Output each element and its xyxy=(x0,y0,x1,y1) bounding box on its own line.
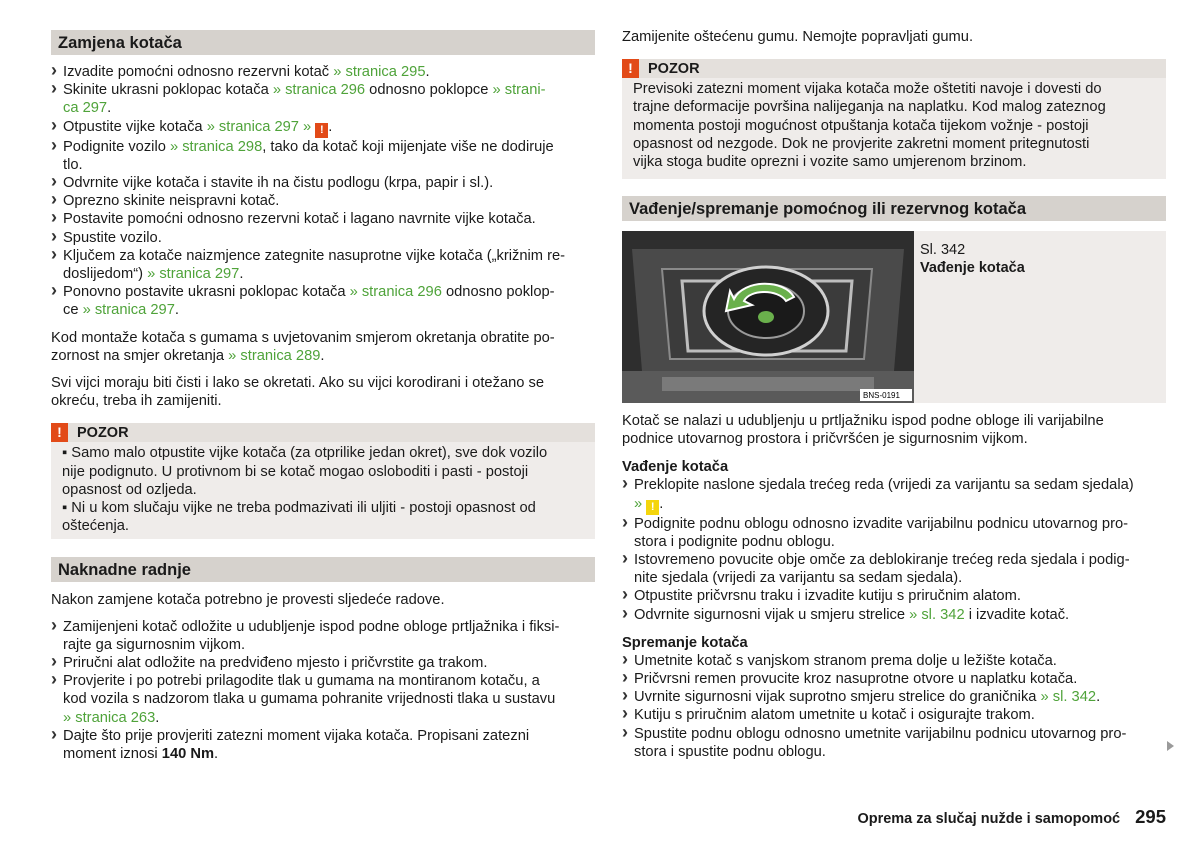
page-link[interactable]: » stranica 297 xyxy=(206,118,299,135)
wheel-change-steps xyxy=(51,63,595,320)
list-item: › Kutiju s priručnim alatom umetnite u kotač i osigurajte trakom. xyxy=(622,706,1166,724)
page-footer xyxy=(857,806,1166,828)
section-title-spare-wheel: Vađenje/spremanje pomoćnog ili rezervnog kotača xyxy=(622,196,1166,221)
list-item: › Odvrnite sigurnosni vijak u smjeru strelice » sl. 342 i izvadite kotač. xyxy=(622,606,1166,624)
list-item: › Podignite vozilo » stranica 298, tako da kotač koji mijenjate više ne dodiruje tlo. xyxy=(51,138,595,174)
figure-caption: Sl. 342 Vađenje kotača xyxy=(920,242,1025,276)
page-link[interactable]: » stranica 263 xyxy=(63,709,156,726)
page-link[interactable]: » stranica 289 xyxy=(228,347,321,364)
list-item: › Provjerite i po potrebi prilagodite tlak u gumama na montiranom kotaču, a kod vozila s nadzorom tlaka u gumama pohranite vrijednosti tlaka u sustavu » stranica 263. xyxy=(51,672,595,727)
page-link[interactable]: » stranica 296 xyxy=(272,82,366,99)
figure-link[interactable]: » sl. 342 xyxy=(1040,689,1097,706)
section-title-follow-up: Naknadne radnje xyxy=(51,557,595,582)
caution-box xyxy=(51,423,595,539)
list-item: › Preklopite naslone sjedala trećeg reda (vrijedi za varijantu sa sedam sjedala) » ! . xyxy=(622,476,1166,514)
page-link[interactable]: » stranica 298 xyxy=(169,138,263,155)
list-item: › Dajte što prije provjeriti zatezni moment vijaka kotača. Propisani zatezni moment iznosi 140 Nm. xyxy=(51,727,595,763)
subheading-removal: Vađenje kotača xyxy=(622,459,729,476)
storing-steps xyxy=(622,652,1166,761)
list-item: › Priručni alat odložite na predviđeno mjesto i pričvrstite ga trakom. xyxy=(51,654,595,672)
list-item: › Podignite podnu oblogu odnosno izvadite varijabilnu podnicu utovarnog pro- stora i podignite podnu oblogu. xyxy=(622,515,1166,551)
right-column-lower xyxy=(622,412,1166,761)
warning-link[interactable]: » xyxy=(298,118,312,135)
paragraph: Zamijenite oštećenu gumu. Nemojte popravljati gumu. xyxy=(622,29,974,45)
chapter-title: Oprema za slučaj nužde i samopomoć xyxy=(857,811,1121,827)
list-item: › Postavite pomoćni odnosno rezervni kotač i lagano navrnite vijke kotača. xyxy=(51,210,595,228)
list-item: › Skinite ukrasni poklopac kotača » stranica 296 odnosno poklopce » strani- ca 297. xyxy=(51,81,595,117)
caution-header: ! POZOR xyxy=(51,423,595,442)
follow-up-steps xyxy=(51,618,595,764)
list-item: › Spustite podnu oblogu odnosno umetnite varijabilnu podnicu utovarnog pro- stora i spustite podnu oblogu. xyxy=(622,725,1166,761)
list-item: › Uvrnite sigurnosni vijak suprotno smjeru strelice do graničnika » sl. 342. xyxy=(622,688,1166,706)
list-item: › Otpustite pričvrsnu traku i izvadite kutiju s priručnim alatom. xyxy=(622,587,1166,605)
page-link[interactable]: » stranica 297 xyxy=(82,302,175,319)
spare-wheel-illustration xyxy=(622,231,914,403)
caution-header: ! POZOR xyxy=(622,59,1166,78)
caution-text: ▪ Samo malo otpustite vijke kotača (za otprilike jedan okret), sve dok vozilo nije podignuto. U protivnom bi se kotač mogao osloboditi i pasti - postoji opasnost od ozljeda. ▪ Ni u kom slučaju vijke ne treba podmazivati ili uljiti - postoji opasnost od oštećenja. xyxy=(62,445,548,535)
list-item: › Ključem za kotače naizmjence zategnite nasuprotne vijke kotača („križnim re- doslijedom“) » stranica 297. xyxy=(51,247,595,283)
page-link[interactable]: » stranica 295 xyxy=(333,64,426,80)
page-link[interactable]: » strani- xyxy=(492,82,546,99)
warning-icon: ! xyxy=(51,423,68,442)
page-link[interactable]: ca 297 xyxy=(63,100,108,117)
left-column xyxy=(51,0,595,763)
page-link[interactable]: » stranica 297 xyxy=(147,266,240,283)
right-column xyxy=(622,0,1166,221)
page-link[interactable]: » stranica 296 xyxy=(349,284,442,301)
list-item: › Umetnite kotač s vanjskom stranom prema dolje u ležište kotača. xyxy=(622,652,1166,670)
removal-steps xyxy=(622,476,1166,623)
list-item: › Zamijenjeni kotač odložite u udubljenje ispod podne obloge prtljažnika i fiksi- rajte ga sigurnosnim vijkom. xyxy=(51,618,595,654)
note-link[interactable]: » xyxy=(634,495,643,512)
warning-icon[interactable]: ! xyxy=(315,123,328,138)
paragraph: Nakon zamjene kotača potrebno je provesti sljedeće radove. xyxy=(51,592,445,609)
list-item: › Pričvrsni remen provucite kroz nasuprotne otvore u naplatku kotača. xyxy=(622,670,1166,688)
page-number: 295 xyxy=(1135,806,1166,827)
list-item: › Otpustite vijke kotača » stranica 297 » ! . xyxy=(51,118,595,138)
caution-text: Previsoki zatezni moment vijaka kotača može oštetiti navoje i dovesti do trajne deformacije površina nalijeganja na naplatku. Kod malog zateznog momenta postoji mogućnost otpuštanja kotača tijekom vožnje - postoji opasnost od nezgode. Dok ne provjerite zakretni moment pritegnutosti vijka stoga budite oprezni i vozite samo umjerenom brzinom. xyxy=(633,81,1106,171)
section-title-wheel-change: Zamjena kotača xyxy=(51,30,595,55)
caution-box xyxy=(622,59,1166,179)
note-icon[interactable]: ! xyxy=(646,500,659,515)
subheading-storing: Spremanje kotača xyxy=(622,634,748,651)
continue-arrow-icon xyxy=(1167,741,1174,751)
list-item: › Oprezno skinite neispravni kotač. xyxy=(51,192,595,210)
list-item: › Izvadite pomoćni odnosno rezervni kotač » stranica 295. xyxy=(51,63,595,81)
list-item: › Istovremeno povucite obje omče za deblokiranje trećeg reda sjedala i podig- nite sjedala (vrijedi za varijantu sa sedam sjedala). xyxy=(622,551,1166,587)
warning-icon: ! xyxy=(622,59,639,78)
paragraph: Kod montaže kotača s gumama s uvjetovanim smjerom okretanja obratite po- zornost na smjer okretanja » stranica 289. xyxy=(51,329,555,364)
figure-link[interactable]: » sl. 342 xyxy=(909,606,965,623)
paragraph: Svi vijci moraju biti čisti i lako se okretati. Ako su vijci korodirani i otežano se okreću, treba ih zamijeniti. xyxy=(51,375,545,410)
list-item: › Spustite vozilo. xyxy=(51,229,595,247)
paragraph: Kotač se nalazi u udubljenju u prtljažniku ispod podne obloge ili varijabilne podnice utovarnog prostora i pričvršćen je sigurnosnim vijkom. xyxy=(622,413,1104,448)
figure-342 xyxy=(622,231,1166,403)
list-item: › Ponovno postavite ukrasni poklopac kotača » stranica 296 odnosno poklop- ce » stranica 297. xyxy=(51,283,595,319)
list-item: › Odvrnite vijke kotača i stavite ih na čistu podlogu (krpa, papir i sl.). xyxy=(51,174,595,192)
figure-code: BNS-0191 xyxy=(863,391,900,400)
